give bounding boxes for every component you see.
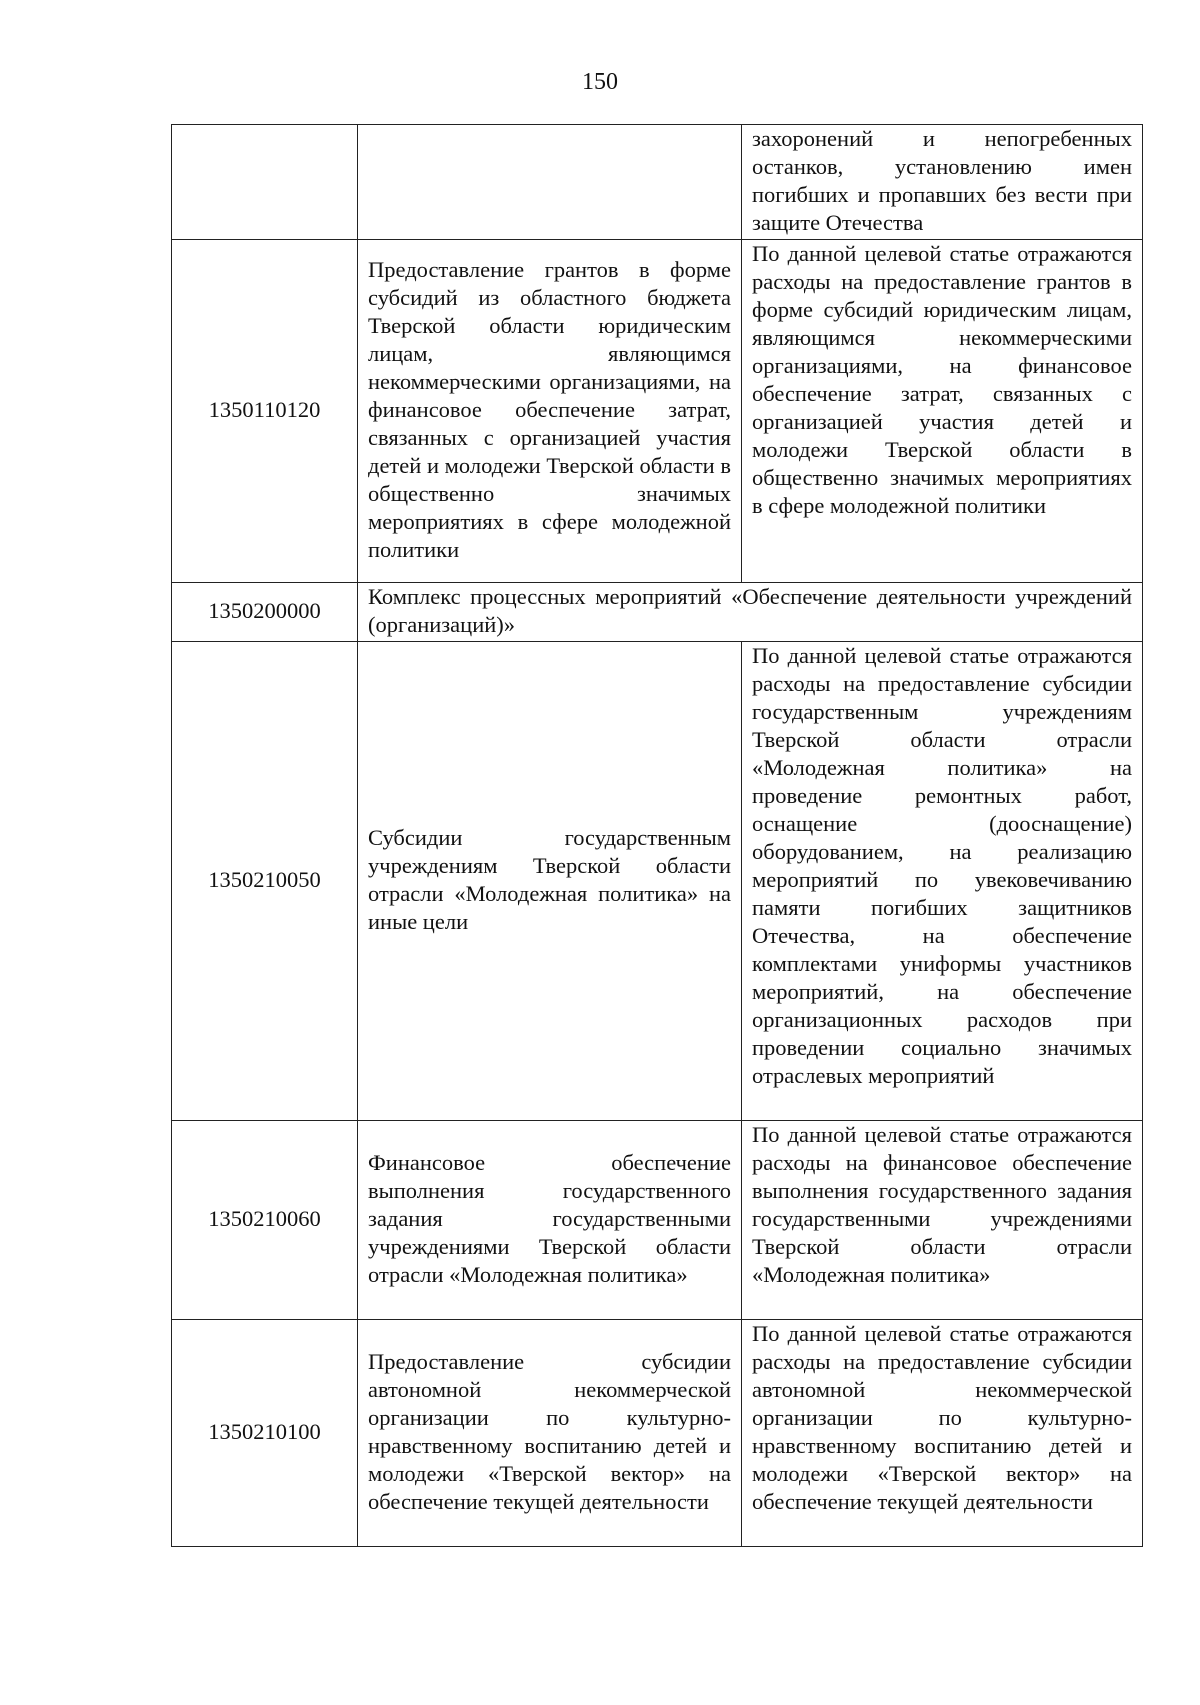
code-cell: 1350210050 [172, 642, 358, 1121]
table-row [172, 240, 1143, 583]
name-cell: Предоставление субсидии автономной некоммерческой организации по культурно-нравственному воспитанию детей и молодежи «Тверской вектор» на обеспечение текущей деятельности [358, 1320, 742, 1547]
code-cell: 1350210060 [172, 1121, 358, 1320]
page-number: 150 [582, 69, 618, 95]
section-name-cell: Комплекс процессных мероприятий «Обеспечение деятельности учреждений (организаций)» [358, 583, 1143, 642]
name-cell: Финансовое обеспечение выполнения государственного задания государственными учреждениями Тверской области отрасли «Молодежная политика» [358, 1121, 742, 1320]
description-cell: По данной целевой статье отражаются расходы на предоставление субсидии государственным учреждениям Тверской области отрасли «Молодежная политика» на проведение ремонтных работ, оснащение (дооснащение) оборудованием, на реализацию мероприятий по увековечиванию памяти погибших защитников Отечества, на обеспечение комплектами униформы участников мероприятий, на обеспечение организационных расходов при проведении социально значимых отраслевых мероприятий [742, 642, 1143, 1121]
code-cell: 1350110120 [172, 240, 358, 583]
code-cell: 1350200000 [172, 583, 358, 642]
code-cell: 1350210100 [172, 1320, 358, 1547]
table-row [172, 583, 1143, 642]
code-cell [172, 125, 358, 240]
description-cell: По данной целевой статье отражаются расходы на предоставление субсидии автономной некоммерческой организации по культурно-нравственному воспитанию детей и молодежи «Тверской вектор» на обеспечение текущей деятельности [742, 1320, 1143, 1547]
description-cell: По данной целевой статье отражаются расходы на предоставление грантов в форме субсидий юридическим лицам, являющимся некоммерческими организациями, на финансовое обеспечение затрат, связанных с организацией участия детей и молодежи Тверской области в общественно значимых мероприятиях в сфере молодежной политики [742, 240, 1143, 583]
table-row [172, 1320, 1143, 1547]
name-cell: Субсидии государственным учреждениям Тверской области отрасли «Молодежная политика» на иные цели [358, 642, 742, 1121]
table-row [172, 642, 1143, 1121]
table-row [172, 125, 1143, 240]
description-cell: захоронений и непогребенных останков, установлению имен погибших и пропавших без вести при защите Отечества [742, 125, 1143, 240]
name-cell: Предоставление грантов в форме субсидий из областного бюджета Тверской области юридическим лицам, являющимся некоммерческими организациями, на финансовое обеспечение затрат, связанных с организацией участия детей и молодежи Тверской области в общественно значимых мероприятиях в сфере молодежной политики [358, 240, 742, 583]
table-row [172, 1121, 1143, 1320]
budget-classification-table [171, 124, 1143, 1547]
name-cell [358, 125, 742, 240]
description-cell: По данной целевой статье отражаются расходы на финансовое обеспечение выполнения государственного задания государственными учреждениями Тверской области отрасли «Молодежная политика» [742, 1121, 1143, 1320]
